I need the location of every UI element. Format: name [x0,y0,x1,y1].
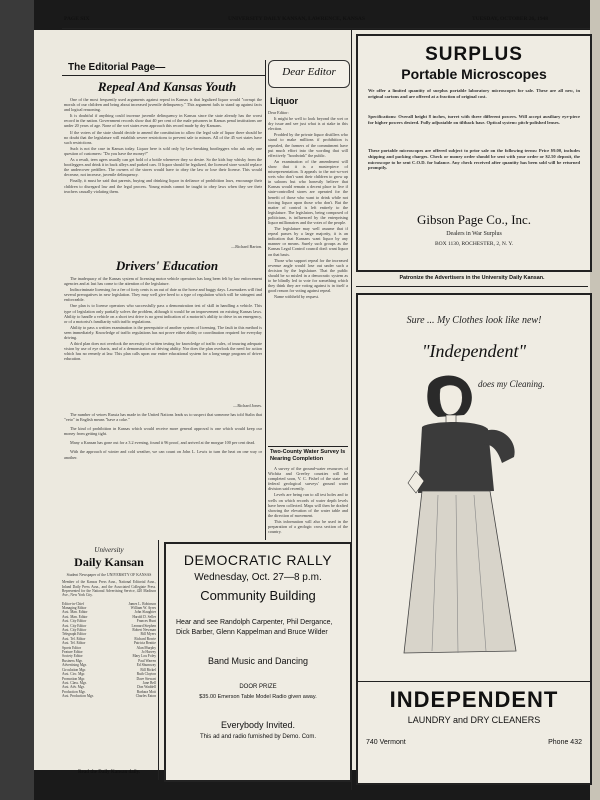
staff-person: Ruth Clayton [136,672,156,677]
staff-person: James L. Robinson [128,601,156,606]
ad-intro: We offer a limited quantity of surplus portable laboratory microscopes for sale. These are all new, in original cartons and are offered at a fraction of original cost. [368,88,580,99]
paragraph: A survey of the ground-water resources of Wichita and Greeley counties will be completed soon, V. C. Fishel of the state and federal geological surveys' ground water division said recently. [268,466,348,492]
page-edge-left [0,0,34,800]
staff-person: Paul Warren [138,658,156,663]
staff-footer: Read the Daily Kansan daily. [77,770,141,775]
staff-role: Asst. City Editor [62,628,87,633]
woman-illustration [398,371,558,661]
short-items [64,412,262,528]
article-body [64,97,262,245]
staff-role: Asst. Adv. Mgr. [62,685,85,690]
paragraph: Ability to pass a written examination is the prerequisite of another system of licensing. The fault in this method is seen immediately. Knowledge of traffic regulations has not prove either ability or coordination required for everyday driving. [64,324,262,341]
letter-subheading: Liquor [270,96,298,106]
staff-role: Production Mgr. [62,689,86,694]
article-headline: Drivers' Education [115,258,219,273]
signoff: Name withheld by request. [274,294,320,300]
paragraph: As a result, teen agers usually can get hold of a bottle whenever they so desire. So the kids buy whisky from the bootleggers and drink it in back alleys and parked cars. If liquor should be legalized, the licensed store would replace the undercover peddlers. The owners of the stores would have to obey the law or lose their license. This would decrease, not increase, juvenile delinquency. [64,157,262,178]
staff-person: Alan Murphy [136,645,156,650]
staff-role: Editor-in-Chief [62,601,85,606]
staff-role: Sports Editor [62,645,82,650]
staff-role: Telegraph Editor [62,632,87,637]
ad-offer: These portable microscopes are offered subject to prior sale on the following terms: Price $9.00, includes shipping and packing charges. Check or money order should be sent with your order or $2.50 deposit, the microscope to be sent C.O.D. for balance. Any check received after quantity has been sold will be returned promptly. [368,148,580,171]
staff-role: Asst. Class. Mgr. [62,680,87,685]
ad-address: 740 Vermont [366,739,406,746]
staff-role: Circulation Mgr. [62,667,86,672]
ad-phone: Phone 432 [548,739,582,746]
paragraph: An examination of the amendment will show that it is a masterpiece of misrepresentation. It appeals to the not-so-wet wets who don't want their children to grow up in saloons but who honestly believe that Kansas would remain a decent place to live if state-controlled stores are operated for the benefit of those who want to drink while not forcing liquor upon those who don't. But the matter of control is left entirely to the legislature. The legislators, being composed of politicians, is influenced by the enterprising liquor millionaires and the votes of the people. [268,158,348,225]
patronize-note: Patronize the Advertisers in the University Daily Kansan. [399,275,545,281]
byline: —Richard Barton. [231,244,262,249]
paragraph: It is doubtful if anything could increase juvenile delinquency in Kansas since the state already has the worst record in the nation. Government records show that 40 per cent of the male prisoners in Kansas penal institutions are under 20 years of age. None of the wet states even approach this record made by dry Kansans. [64,113,262,129]
ad-rule [356,286,588,287]
democratic-rally-ad [164,542,352,782]
ad-rule [356,271,588,272]
surplus-microscopes-ad [356,34,592,272]
staff-list [62,602,156,699]
paragraph: The legislature may well assume that if repeal passes by a large majority, it is an indication that Kansans want liquor by any manner or means. Surely such groups as the Kansas Legal Control council don't want liquor on that basis. [268,226,348,257]
section-rule [62,75,266,76]
ad-title: SURPLUS [425,44,523,65]
ad-byline: does my Cleaning. [478,379,545,389]
ad-rule [358,681,590,682]
salutation: Dear Editor: [268,110,289,115]
staff-paper-name: Daily Kansan [74,555,144,569]
letter-body [268,110,348,440]
ad-business-name: INDEPENDENT [389,687,559,712]
paragraph: Such is not the case in Kansas today. Liquor here is sold only by law-breaking bootleggers who ask only one question of customers: "Do you have the money?" [64,145,262,156]
staff-person: Don Waddell [137,685,156,690]
ad-tagline: Sure ... My Clothes look like new! [406,315,542,326]
article-headline: Repeal And Kansas Youth [97,79,237,94]
byline: —Richard Jones. [233,403,262,408]
staff-person: Harold D. Seller [132,614,156,619]
issue-date: TUESDAY, OCTOBER 26, 1948 [472,16,549,22]
rally-when: Wednesday, Oct. 27—8 p.m. [194,572,322,583]
staff-role: Business Mgr. [62,658,83,663]
staff-person: Ed Shumway [136,663,156,668]
staff-role: Asst. City Editor [62,619,87,624]
paragraph: If the voters of the state should decide to amend the constitution to allow the legal sale of liquor there should be no doubt that the legislature will establish severe restrictions to prevent sale to minors. All of the 45 wet states have such restrictions. [64,129,262,145]
column-rule [265,60,266,540]
staff-university: University [94,546,124,554]
ad-address: BOX 1130, ROCHESTER, 2, N. Y. [434,241,514,247]
ad-company: Gibson Page Co., Inc. [416,212,532,227]
paragraph: Levels are being run to all test holes and to wells on which records of water depth levels have been collected. Maps will then be drafted showing the elevation of the water table and the direction of movement. [268,492,348,518]
staff-person: Leonard Stephen [131,623,156,628]
rally-invite: Everybody Invited. [220,720,296,730]
staff-role: Asst. Tel. Editor [62,636,86,641]
staff-description: Student Newspaper of the UNIVERSITY OF KANSAS [66,573,152,577]
paragraph: With the approach of winter and cold weather, we can count on John L. Lewis to turn the heat on one way or another. [64,449,262,460]
rally-speakers: Hear and see Randolph Carpenter, Phil Dergance, Dick Barber, Glenn Kappelman and Bruce Wilder [176,619,333,636]
staff-role: Asst. City Editor [62,623,87,628]
staff-role: Feature Editor [62,650,83,655]
staff-person: Charles Eaton [135,694,156,699]
staff-role: Asst. Circ. Mgr. [62,672,86,677]
story-rule [268,446,348,447]
paragraph: Indiscriminate licensing for a fee of forty cents is an out of date as the horse and buggy days. Lawmakers will find several prerogatives in new legislation. They may well give heed to a type of regulation which will be stringent and enforceable. [64,287,262,303]
paragraph: One plan is to license operators who successfully pass a demonstration test of skill in handling a vehicle. This type of legislation only partially solves the problem, although it would be an improvement on existing Kansas laws. Ability to handle a vehicle on a short test drive is no great indication of a motorist's ability to drive in an emergency, or of a motorist's familiarity with traffic regulations. [64,303,262,324]
ad-dealers: Dealers in War Surplus [446,231,502,237]
staff-role: Asst. Tel. Editor [62,641,86,646]
ad-specs: Specifications: Overall height 8 inches, turret with three different powers. Will accept auxiliary eye-piece for higher powers desired. Fully adjustable on tiltback base. Optical system: pitch-polished lenses. [368,114,580,125]
staff-role: Asst. Production Mgr. [62,694,94,699]
staff-person: Barbara Mott [136,689,156,694]
staff-person: Dave Stewart [136,676,156,681]
ad-script: "Independent" [421,341,527,361]
staff-person: Robert Newman [132,628,156,633]
paragraph: Finally, it must be said that parents, buying and drinking liquor in defiance of prohibition laws, encourage their children to disregard law and the legal process. Young minds cannot be taught to obey laws when they see their teachers casually violating them. [64,178,262,194]
paragraph: A third plan does not overlook the necessity of written testing for knowledge of traffic rules, of insuring adequate vision by use of eye charts, and of a demonstration of driving ability. Nor does the plan overlook the need for action which has no remedy at law. This plan calls upon our entire educational system for a long-range program of driver education. [64,341,262,362]
staff-role: Society Editor [62,654,83,659]
paper-name: UNIVERSITY DAILY KANSAN, LAWRENCE, KANSAS [228,16,365,22]
staff-person: Bill Bickel [140,667,156,672]
dear-editor-banner [268,60,350,88]
paragraph: This information will also be used in the preparation of a geologic cross section of the country. [268,518,348,535]
section-title: The Editorial Page— [68,62,166,73]
staff-role: Advertising Mgr. [62,663,87,668]
column-rule [158,540,159,780]
paragraph: The kind of prohibition in Kansas which would receive more general approval is one which would keep our money from getting tight. [64,426,262,437]
masthead-rule [62,28,590,29]
article-body [64,276,262,403]
staff-person: Jane Bell [142,680,156,685]
ad-subtitle: Portable Microscopes [401,66,547,82]
staff-person: Bill Myers [140,632,156,637]
letters-heading: Dear Editor [282,66,336,78]
paragraph: Many a Kansan has gone out for a 3.2 evening, found it 96 proof, and arrived at the morgue 100 per cent dead. [70,440,256,446]
rally-paid: This ad and radio furnished by Demo. Com. [199,734,317,740]
staff-person: Mary Lou Foley [132,654,156,659]
rally-where: Community Building [200,588,316,603]
paragraph: Prodded by the private liquor distillers who stand to make millions if prohibition is repealed, the farmers of the commitment have put much effort into the wording that will effectively "hoodwink" the public. [268,132,348,158]
rally-prize: $35.00 Emerson Table Model Radio given away. [199,694,317,700]
ad-business-sub: LAUNDRY and DRY CLEANERS [407,715,541,725]
staff-role: Managing Editor [62,606,87,610]
paragraph: The inadequacy of the Kansas system of licensing motor vehicle operators has long been felt by law enforcement agencies and at last has come to the attention of the legislature. [64,276,262,287]
rally-prize-label: DOOR PRIZE [239,684,277,690]
staff-person: Patricia Beattie [133,641,156,646]
page-number: PAGE SIX [64,16,90,22]
staff-person: William W. Ayres [130,606,156,610]
paragraph: One of the most frequently used arguments against repeal in Kansas is that legalized liquor would "corrupt the morals of our children and bring about increased juvenile delinquency." This argument fails to stand up against facts and logical reasoning. [64,97,262,113]
water-body [268,466,348,540]
staff-role: Promotion Mgr. [62,676,85,681]
staff-person: Jo Harvey [141,650,156,655]
rally-music: Band Music and Dancing [207,656,309,666]
water-headline: Two-County Water Survey Is Nearing Completion [270,449,346,462]
staff-role: Asst. Man. Editor [62,610,88,615]
staff-person: John Slaughter [134,610,156,615]
rally-title: DEMOCRATIC RALLY [183,552,333,568]
paragraph: It might be well to look beyond the wet or dry issue and see just what is at stake in this election. [268,116,348,132]
staff-role: Asst. Man. Editor [62,614,88,619]
staff-person: Richard Bowie [134,636,156,641]
staff-box [62,540,156,780]
staff-person: Frances Hunt [136,619,156,624]
paragraph: Those who support repeal for the increased revenue angle would lose out under such a decision by the legislature. That the public should be so misled in a democratic system as to be blindly led to vote for something which they think they are voting against is in itself a good reason for voting against repeal. [268,257,348,294]
staff-row [62,694,156,698]
independent-cleaners-ad [356,293,592,785]
staff-membership: Member of the Kansas Press Assn., National Editorial Assn., Inland Daily Press Assn., and the Associated Collegiate Press. Represented for the National Advertising Service, 420 Madison Ave., New York City. [62,580,156,598]
paragraph: The number of vetoes Russia has made in the United Nations leads us to suspect that someone has told Stalin that "veto" in English means "have a coke." [64,412,262,423]
